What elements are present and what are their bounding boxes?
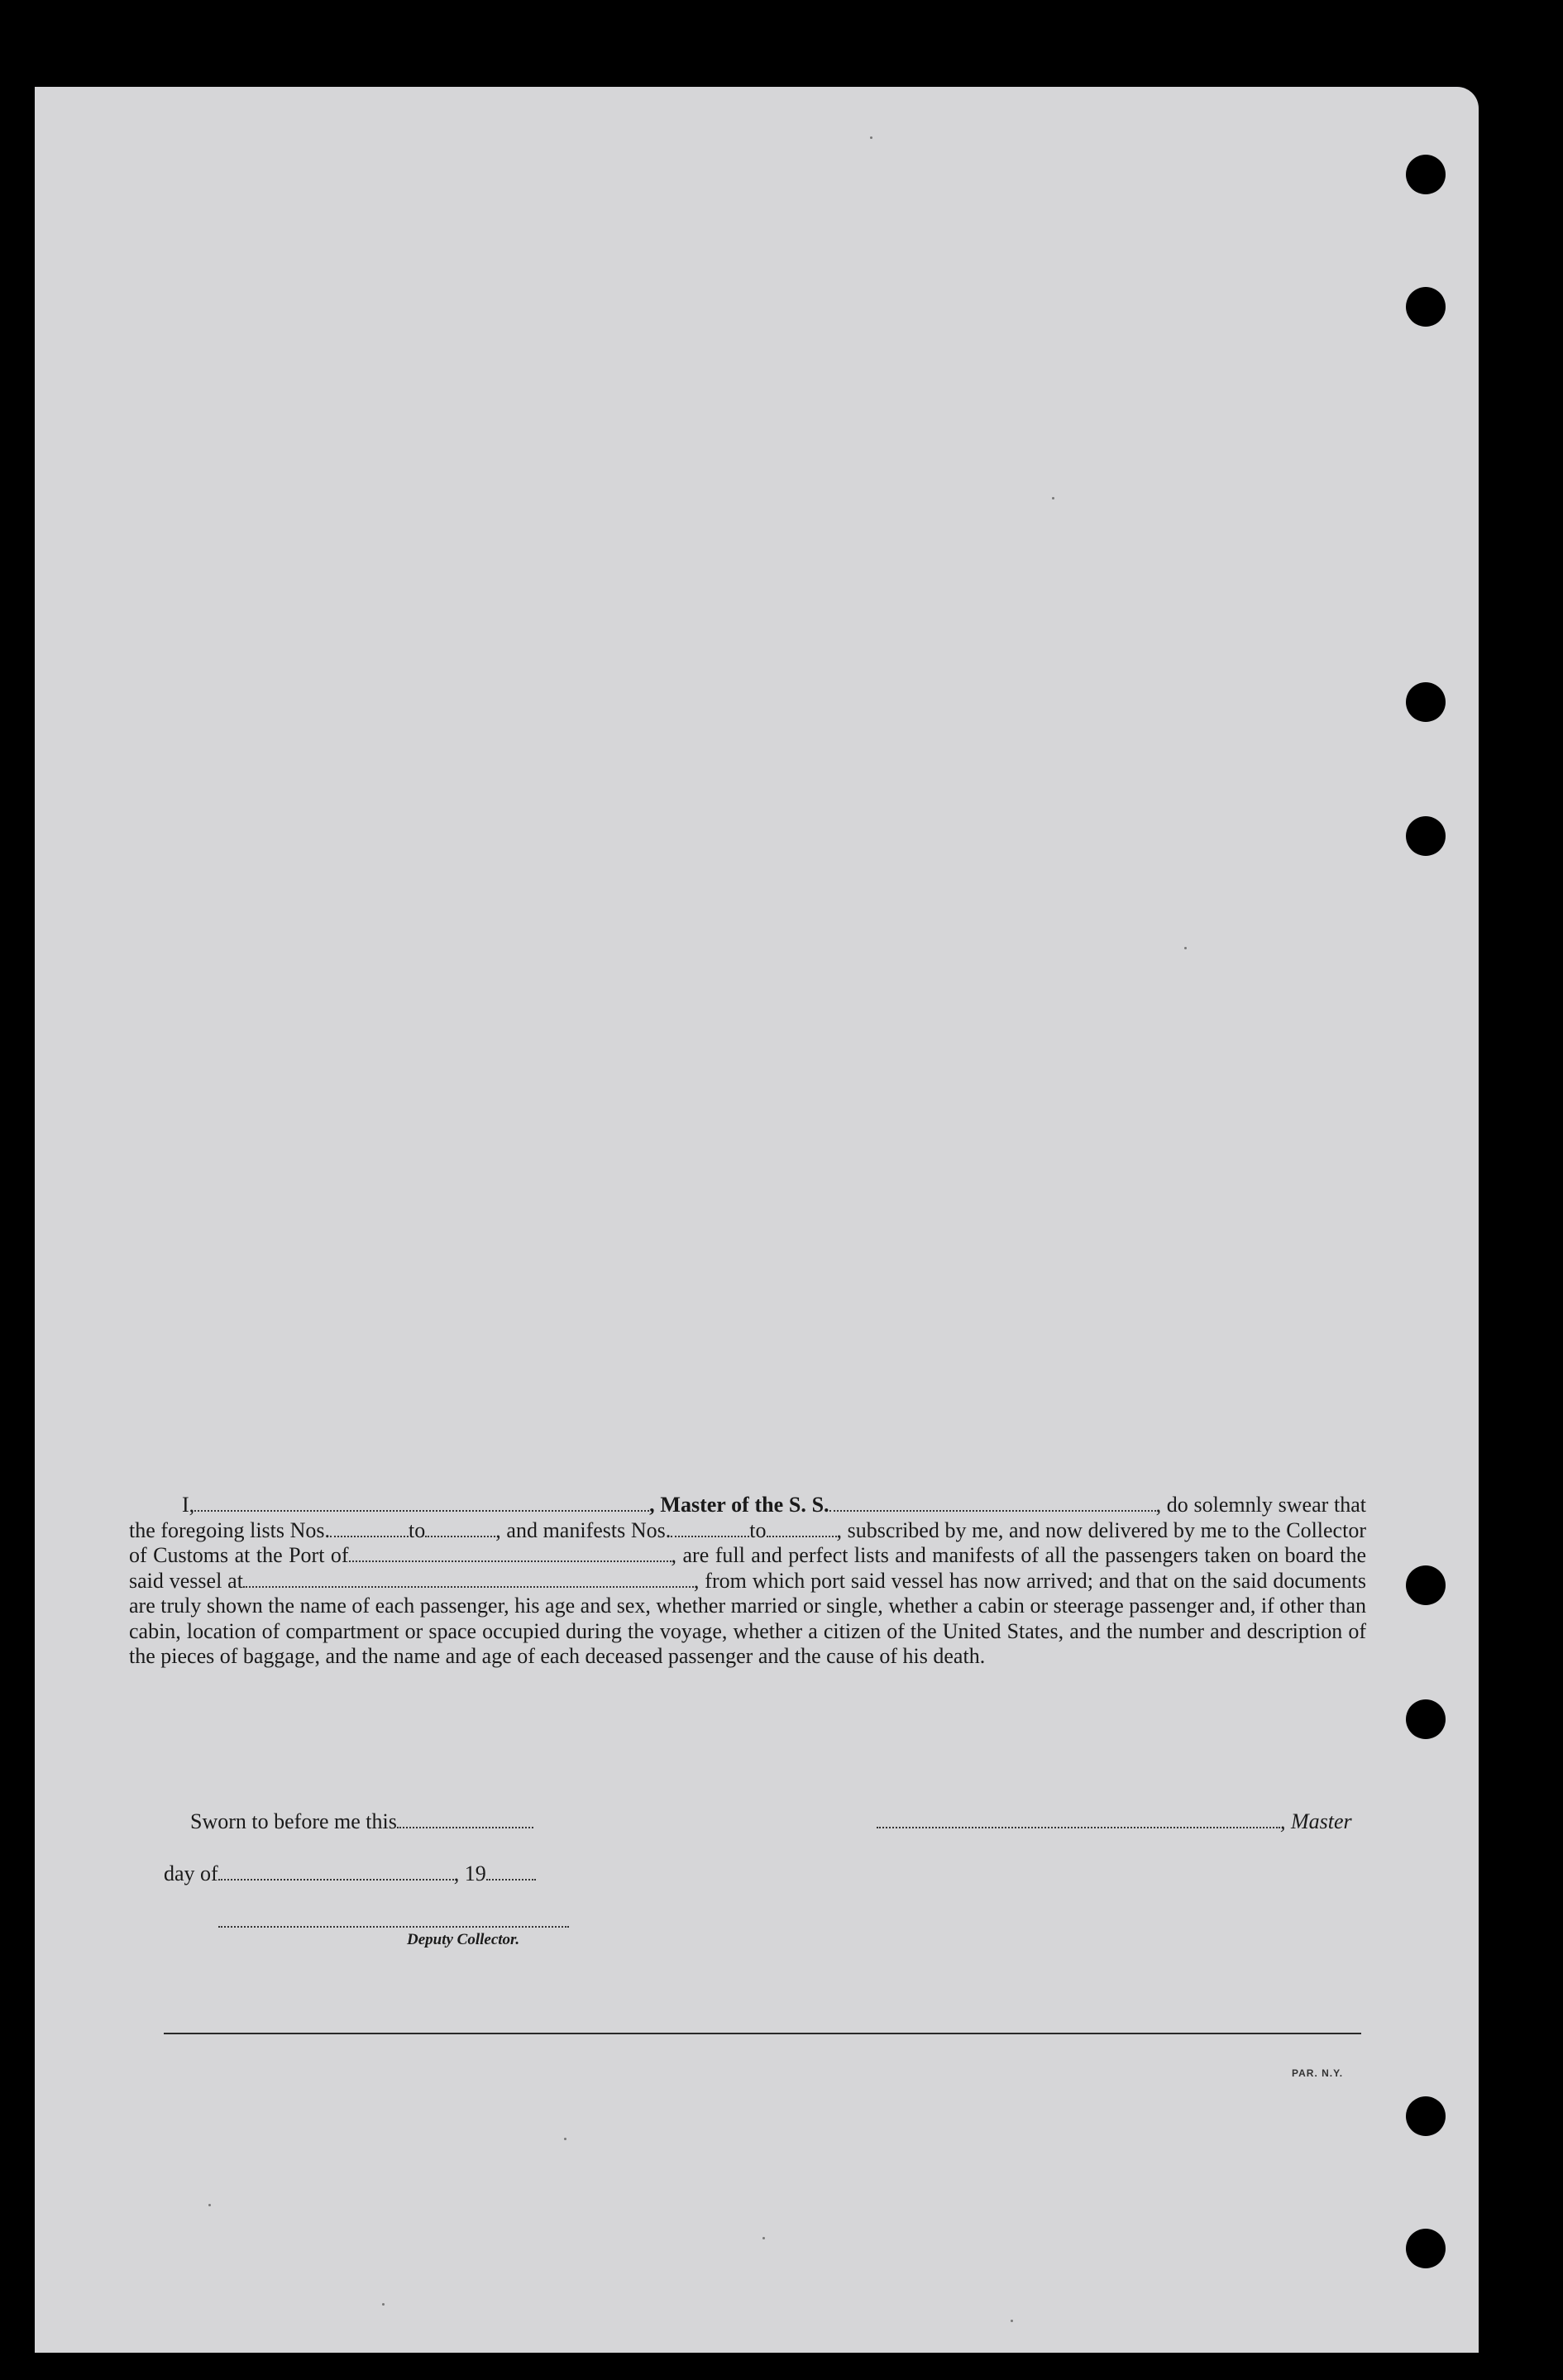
- manifests-from-blank: [671, 1521, 749, 1537]
- oath-master-of: , Master of the S. S.: [649, 1493, 829, 1517]
- deputy-signature-line: [218, 1909, 569, 1933]
- binder-hole: [1406, 1699, 1446, 1739]
- port-of-departure-blank: [243, 1571, 694, 1588]
- year-blank: [486, 1864, 536, 1881]
- month-blank: [218, 1864, 454, 1881]
- day-of-label: day of: [164, 1861, 218, 1885]
- sworn-line: [190, 1809, 533, 1834]
- year-prefix: , 19: [453, 1861, 486, 1885]
- sworn-label: Sworn to before me this: [190, 1809, 397, 1833]
- paper-speck: [1011, 2320, 1013, 2322]
- master-signature-blank: [877, 1812, 1280, 1828]
- master-name-blank: [194, 1495, 649, 1512]
- oath-full-perfect: , are full and perfect lists and manifests of all the passengers taken on board the said vessel at: [129, 1543, 1366, 1593]
- binder-hole: [1406, 1565, 1446, 1605]
- deputy-signature-blank: [218, 1911, 569, 1928]
- binder-hole: [1406, 287, 1446, 327]
- oath-swear: swear that the foregoing lists Nos.: [129, 1493, 1367, 1542]
- paper-speck: [382, 2303, 385, 2306]
- paper-speck: [564, 2138, 566, 2140]
- master-signature-line: [877, 1809, 1352, 1834]
- binder-hole: [1406, 2229, 1446, 2268]
- paper-speck: [1184, 947, 1187, 949]
- sworn-day-blank: [397, 1812, 533, 1828]
- footer-rule: [164, 2033, 1361, 2034]
- binder-hole: [1406, 816, 1446, 856]
- paper-speck: [870, 136, 872, 139]
- binder-hole: [1406, 155, 1446, 194]
- master-signature-label: , Master: [1280, 1809, 1352, 1833]
- oath-to-2: to: [749, 1517, 767, 1542]
- printer-mark: PAR. N.Y.: [1292, 2067, 1344, 2079]
- manifests-to-blank: [767, 1521, 837, 1537]
- binder-hole: [1406, 682, 1446, 722]
- master-oath-paragraph: [129, 1493, 1366, 1670]
- oath-subscribed: , subscribed by me, and now delivered by me to the Collector of Customs at the Port of: [129, 1517, 1366, 1567]
- manifest-page: [35, 87, 1479, 2353]
- paper-speck: [1052, 497, 1054, 499]
- oath-from-which: , from which port said vessel has now arrived; and that on the said documents are truly shown the name of each passenger, his age and sex, whether married or single, whether a cabin or steerage passenger and, if other than cabin, location of compartment or space occupied during the voyage, whether a citizen of the United States, and the number and description of the pieces of baggage, and the name and age of each deceased passenger and the cause of his death.: [129, 1568, 1367, 1668]
- lists-from-blank: [330, 1521, 409, 1537]
- oath-and-manifests: , and manifests Nos.: [495, 1517, 672, 1542]
- port-of-arrival-blank: [349, 1546, 672, 1562]
- deputy-collector-label: Deputy Collector.: [407, 1931, 520, 1948]
- oath-to-1: to: [409, 1517, 426, 1542]
- vessel-name-blank: [829, 1495, 1156, 1512]
- day-of-line: [164, 1861, 536, 1886]
- paper-speck: [762, 2237, 765, 2239]
- lists-to-blank: [425, 1521, 495, 1537]
- oath-i: I,: [182, 1493, 195, 1517]
- paper-speck: [208, 2204, 211, 2206]
- binder-hole: [1406, 2096, 1446, 2136]
- oath-do-solemnly: , do solemnly: [1155, 1493, 1273, 1517]
